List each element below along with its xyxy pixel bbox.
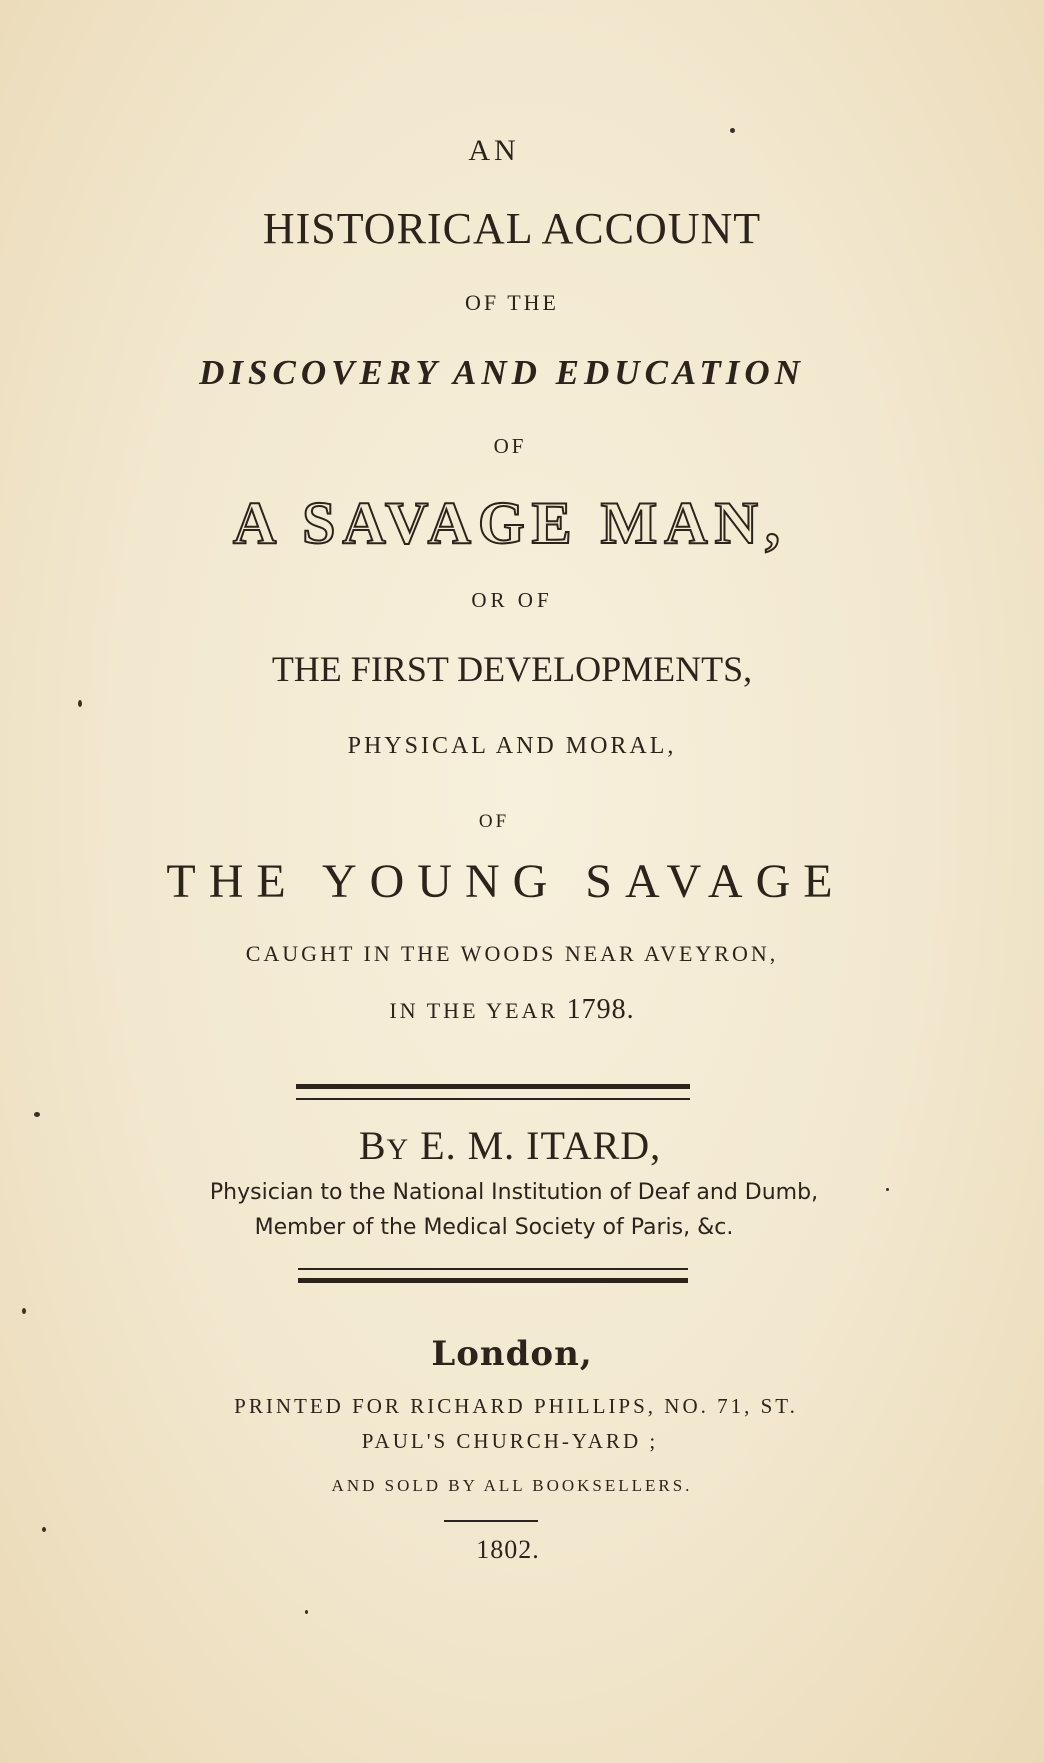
- author-byline: [0, 1123, 1032, 1168]
- title-line-year: [0, 996, 1034, 1024]
- imprint-printed-line-1: PRINTED FOR RICHARD PHILLIPS, NO. 71, ST.: [234, 1394, 798, 1418]
- paper-speck: [886, 1188, 889, 1191]
- title-line-or-of: OR OF: [471, 588, 553, 612]
- title-line-discovery-and-education: DISCOVERY AND EDUCATION: [199, 353, 805, 392]
- title-line-physical-and-moral: PHYSICAL AND MORAL,: [347, 733, 677, 759]
- double-rule-thick-2: [298, 1278, 688, 1283]
- title-line-young-savage: THE YOUNG SAVAGE: [166, 855, 846, 908]
- imprint-printed-line-2: PAUL'S CHURCH-YARD ;: [361, 1429, 659, 1453]
- paper-speck: [730, 128, 735, 133]
- title-line-caught-near-aveyron: CAUGHT IN THE WOODS NEAR AVEYRON,: [245, 941, 779, 966]
- title-line-a-savage-man: A SAVAGE MAN,: [233, 490, 787, 556]
- double-rule-thick: [296, 1084, 690, 1089]
- by-initial: B: [358, 1123, 387, 1168]
- paper-speck: [305, 1610, 308, 1614]
- paper-speck: [22, 1308, 26, 1314]
- year-number: 1798.: [566, 994, 635, 1025]
- title-line-historical-account: HISTORICAL ACCOUNT: [262, 204, 762, 253]
- year-prefix: IN THE YEAR: [389, 998, 559, 1023]
- double-rule-thin-2: [298, 1268, 688, 1270]
- by-rest: Y: [386, 1133, 410, 1166]
- author-role-member: Member of the Medical Society of Paris, &c.: [254, 1215, 734, 1240]
- paper-speck: [34, 1112, 40, 1117]
- title-line-of-1: OF: [493, 434, 527, 458]
- short-rule: [444, 1520, 538, 1522]
- title-line-an: AN: [468, 134, 520, 167]
- title-line-of-the: OF THE: [465, 290, 559, 315]
- double-rule-thin: [296, 1098, 690, 1100]
- imprint-sold-line: AND SOLD BY ALL BOOKSELLERS.: [331, 1476, 693, 1495]
- imprint-place: London,: [431, 1334, 593, 1374]
- paper-speck: [78, 700, 82, 707]
- author-name: E. M. ITARD,: [420, 1123, 662, 1168]
- imprint-date: 1802.: [476, 1535, 540, 1564]
- paper-speck: [42, 1527, 46, 1532]
- title-line-of-2: OF: [478, 811, 510, 832]
- title-line-first-developments: THE FIRST DEVELOPMENTS,: [271, 649, 753, 689]
- author-role-physician: Physician to the National Institution of Deaf and Dumb,: [209, 1180, 819, 1205]
